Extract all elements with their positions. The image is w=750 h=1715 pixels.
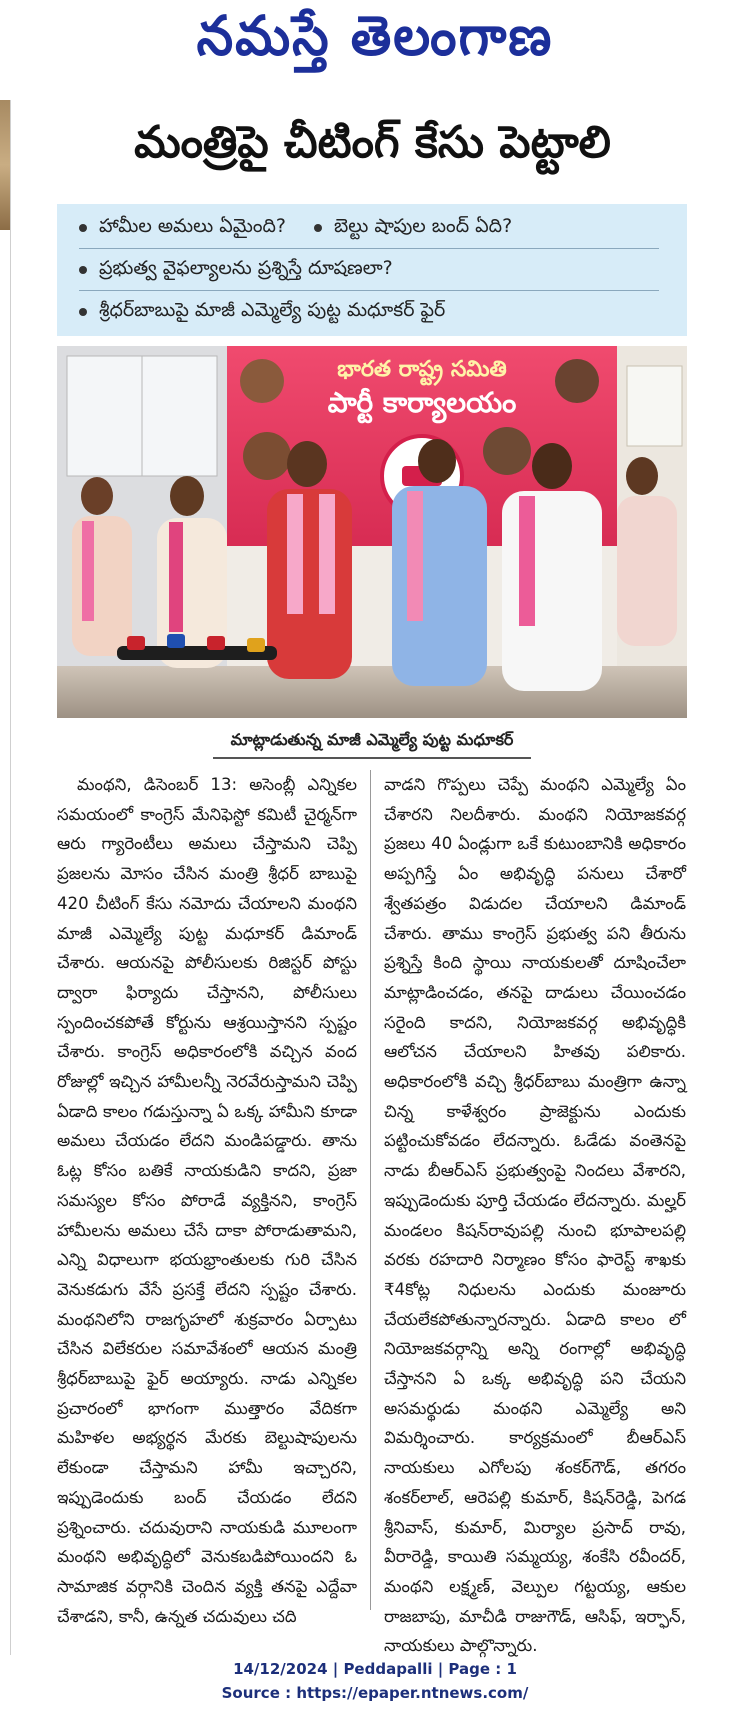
summary-row-1 — [57, 208, 687, 248]
press-meet-photo — [57, 346, 687, 718]
headline — [55, 108, 690, 188]
adjacent-photo-strip — [0, 100, 10, 230]
photo-caption — [57, 722, 687, 762]
footer-source-link[interactable]: Source : https://epaper.ntnews.com/ — [221, 1684, 529, 1702]
news-photo — [57, 346, 687, 718]
summary-row-3 — [57, 292, 687, 332]
footer-date-edition: 14/12/2024 | Peddapalli | Page : 1 — [233, 1660, 517, 1678]
banner-portrait — [555, 359, 599, 403]
summary-row-2 — [57, 250, 687, 290]
summary-divider — [79, 290, 659, 291]
summary-bullet-4: శ్రీధర్‌బాబుపై మాజీ ఎమ్మెల్యే పుట్ట మధూకర్ ఫైర్ — [99, 298, 446, 321]
article-column-1 — [57, 770, 357, 1626]
masthead-title: నమస్తే తెలంగాణ — [196, 3, 554, 68]
banner-line-2: పార్టీ కార్యాలయం — [327, 386, 517, 419]
bullet-icon — [79, 308, 87, 316]
summary-box — [57, 204, 687, 336]
article-text-col1: మంథని, డిసెంబర్ 13: అసెంబ్లీ ఎన్నికల సమయంలో కాంగ్రెస్ మేనిఫెస్టో కమిటీ చైర్మన్‌గా ఆరు గ్యారెంటీలు అమలు చేస్తామని చెప్పి ప్రజలను మోసం చేసిన మంత్రి శ్రీధర్ బాబుపై 420 చీటింగ్ కేసు నమోదు చేయాలని మంథని మాజీ ఎమ్మెల్యే పుట్ట మధూకర్ డిమాండ్ చేశారు. ఆయనపై పోలీసులకు రిజిస్టర్ పోస్టు ద్వారా ఫిర్యాదు చేస్తానని, పోలీసులు స్పందించకపోతే కోర్టును ఆశ్రయిస్తానని స్పష్టం చేశారు. కాంగ్రెస్ అధికారంలోకి వచ్చిన వంద రోజుల్లో ఇచ్చిన హామీలన్నీ నెరవేరుస్తామని చెప్పి ఏడాది కాలం గడుస్తున్నా ఏ ఒక్క హామీని కూడా అమలు చేయడం లేదని మండిపడ్డారు. తాను ఓట్ల కోసం బతికే నాయకుడిని కాదని, ప్రజా సమస్యల కోసం పోరాడే వ్యక్తినని, కాంగ్రెస్ హామీలను అమలు చేసే దాకా పోరాడుతామని, ఎన్ని విధాలుగా భయభ్రాంతులకు గురి చేసిన వెనుకడుగు వేసే ప్రసక్తే లేదని స్పష్టం చేశారు. మంథనిలోని రాజగృహలో శుక్రవారం ఏర్పాటు చేసిన విలేకరుల సమావేశంలో ఆయన మంత్రి శ్రీధర్‌బాబుపై ఫైర్ అయ్యారు. నాడు ఎన్నికల ప్రచారంలో భాగంగా ముత్తారం వేదికగా మహిళల అభ్యర్థన మేరకు బెల్టుషాపులను లేకుండా చేస్తామని హామీ ఇచ్చారని, ఇప్పుడెందుకు బంద్ చేయడం లేదని ప్రశ్నించారు. చదువురాని నాయకుడి మూలంగా మంథని అభివృద్ధిలో వెనుకబడిపోయిందని ఓ సామాజిక వర్గానికి చెందిన వ్యక్తి తనపై ఎద్దేవా చేశాడని, కానీ, ఉన్నత చదువులు చది — [57, 775, 357, 1626]
summary-bullet-3: ప్రభుత్వ వైఫల్యాలను ప్రశ్నిస్తే దూషణలా? — [99, 256, 393, 279]
adjacent-page-edge — [0, 100, 11, 1655]
summary-bullet-2: బెల్టు షాపుల బంద్ ఏది? — [334, 214, 513, 237]
bullet-icon — [314, 224, 322, 232]
summary-divider — [79, 248, 659, 249]
banner-line-1: భారత రాష్ట్ర సమితి — [337, 357, 507, 382]
headline-text: మంత్రిపై చీటింగ్ కేసు పెట్టాలి — [134, 117, 611, 168]
banner-portrait — [243, 432, 291, 480]
bullet-icon — [79, 266, 87, 274]
banner-portrait — [240, 359, 284, 403]
summary-bullet-1: హామీల అమలు ఏమైంది? — [99, 214, 286, 237]
masthead — [0, 0, 750, 85]
photo-caption-text: మాట్లాడుతున్న మాజీ ఎమ్మెల్యే పుట్ట మధూకర్ — [213, 726, 532, 759]
article-column-2 — [384, 770, 686, 1656]
column-divider — [370, 770, 371, 1610]
article-text-col2: వాడని గొప్పలు చెప్పే మంథని ఎమ్మెల్యే ఏం చేశారని నిలదీశారు. మంథని నియోజకవర్గ ప్రజలు 40 ఏండ్లుగా ఒకే కుటుంబానికి అధికారం అప్పగిస్తే ఏం అభివృద్ధి పనులు చేశారో శ్వేతపత్రం విడుదల చేయాలని డిమాండ్ చేశారు. తాము కాంగ్రెస్ ప్రభుత్వ పని తీరును ప్రశ్నిస్తే కింది స్థాయి నాయకులతో దూషించేలా మాట్లాడించడం, తనపై దాడులు చేయించడం సరైంది కాదని, నియోజకవర్గ అభివృద్ధికి ఆలోచన చేయాలని హితవు పలికారు. అధికారంలోకి వచ్చి శ్రీధర్‌బాబు మంత్రిగా ఉన్నా చిన్న కాళేశ్వరం ప్రాజెక్టును ఎందుకు పట్టించుకోవడం లేదన్నారు. ఓడేడు వంతెనపై నాడు బీఆర్ఎస్ ప్రభుత్వంపై నిందలు వేశారని, ఇప్పుడెందుకు పూర్తి చేయడం లేదన్నారు. మల్హర్ మండలం కిషన్‌రావుపల్లి నుంచి భూపాలపల్లి వరకు రహదారి నిర్మాణం కోసం ఫారెస్ట్ శాఖకు ₹4కోట్ల నిధులను ఎందుకు మంజూరు చేయలేకపోతున్నారన్నారు. ఏడాది కాలం లో నియోజకవర్గాన్ని అన్ని రంగాల్లో అభివృద్ధి చేస్తానని ఏ ఒక్క అభివృద్ధి పని చేయని అసమర్థుడు మంథని ఎమ్మెల్యే అని విమర్శించారు. కార్యక్రమంలో బీఆర్ఎస్ నాయకులు ఎగోలపు శంకర్‌గౌడ్, తగరం శంకర్‌లాల్, ఆరెపల్లి కుమార్, కిషన్‌రెడ్డి, పెగడ శ్రీనివాస్, కుమార్, మిర్యాల ప్రసాద్ రావు, వీరారెడ్డి, కాయితి సమ్మయ్య, శంకేసి రవీందర్, మంథని లక్ష్మణ్, వెల్పుల గట్టయ్య, ఆకుల రాజబాపు, మాచీడి రాజుగౌడ్, ఆసిఫ్, ఇర్ఫాన్, నాయకులు పాల్గొన్నారు. — [384, 775, 686, 1656]
bullet-icon — [79, 224, 87, 232]
banner-portrait — [483, 427, 531, 475]
